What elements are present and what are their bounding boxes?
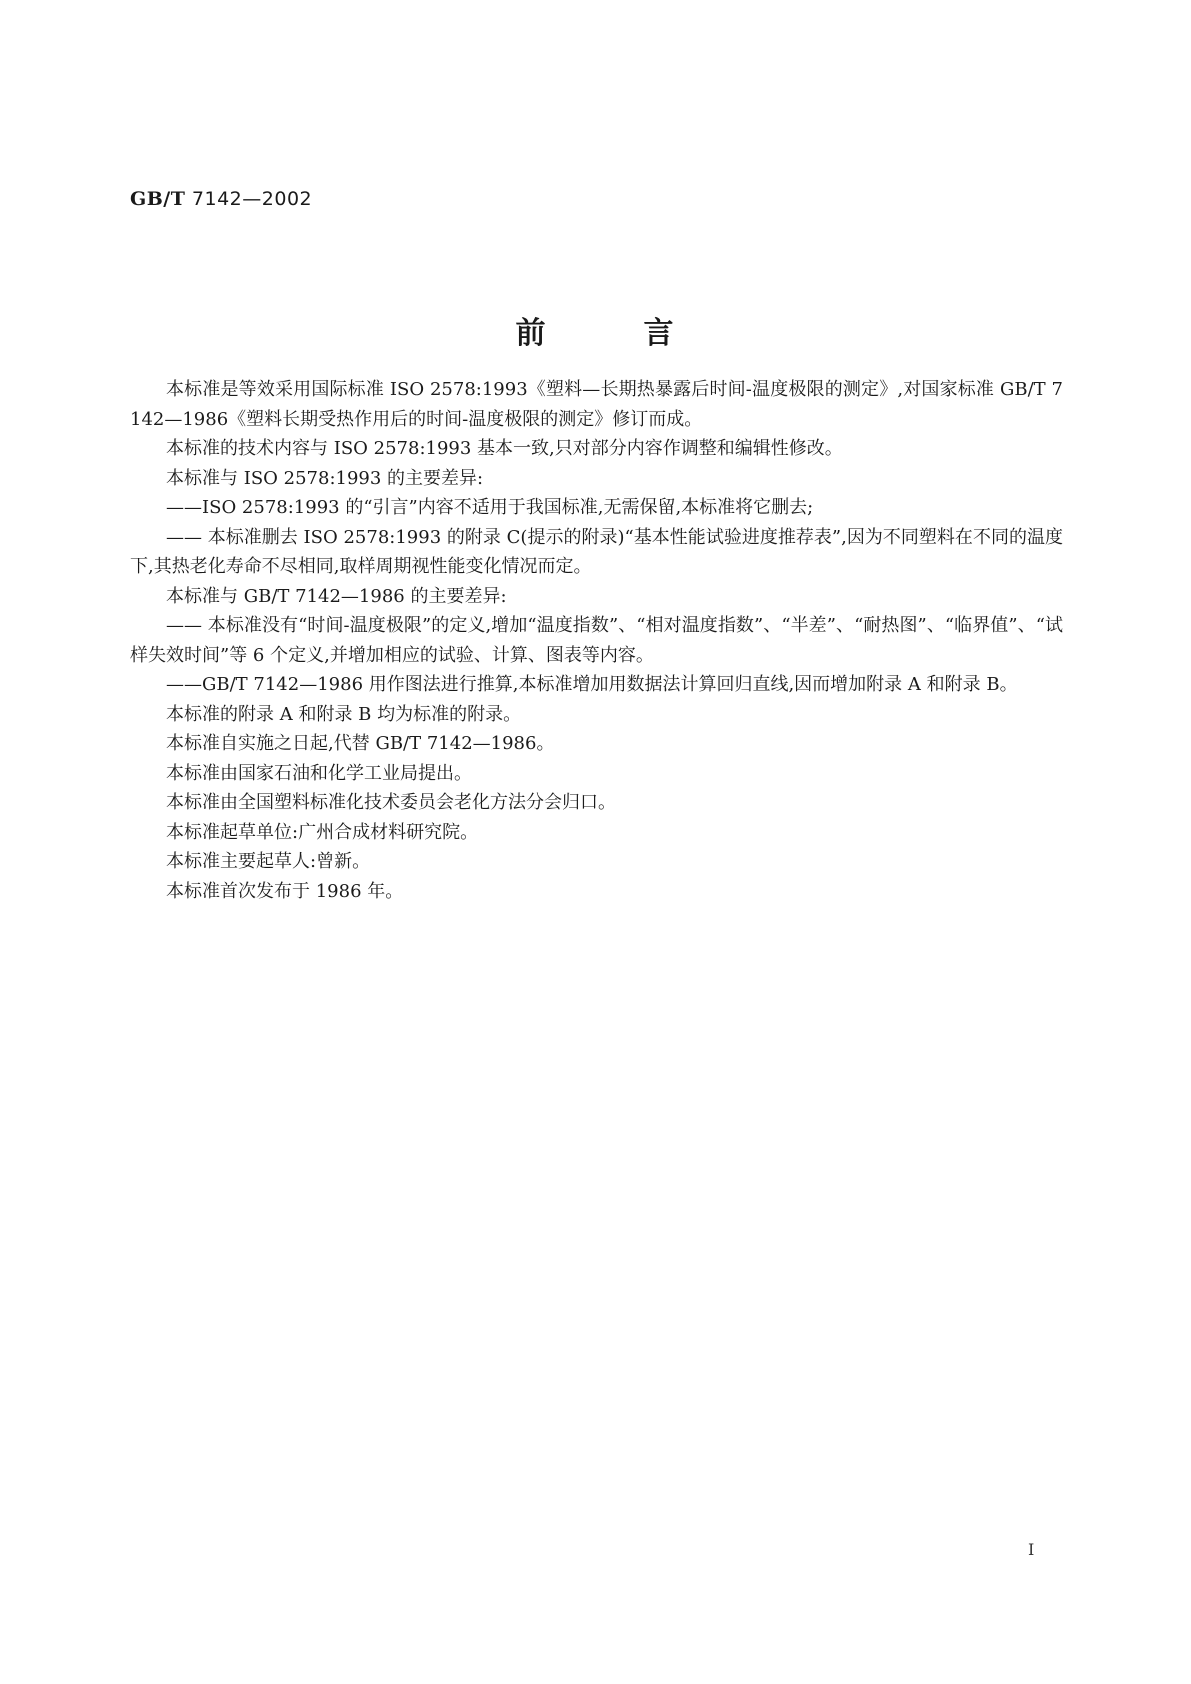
paragraph: 本标准与 ISO 2578:1993 的主要差异: bbox=[166, 467, 484, 489]
paragraph: —— 本标准删去 ISO 2578:1993 的附录 C(提示的附录)“基本性能试验进度推荐表”,因为不同塑料在不同的温度下,其热老化寿命不尽相同,取样周期视性能变化情况而定。 bbox=[130, 526, 1063, 577]
standard-prefix: GB/T bbox=[130, 188, 186, 210]
standard-code bbox=[130, 188, 312, 210]
foreword-body bbox=[130, 375, 1063, 906]
paragraph: 本标准起草单位:广州合成材料研究院。 bbox=[166, 821, 479, 843]
title-char-1: 前 bbox=[515, 316, 548, 351]
standard-number: 7142—2002 bbox=[191, 188, 313, 210]
page-number: I bbox=[1028, 1540, 1035, 1559]
paragraph: 本标准与 GB/T 7142—1986 的主要差异: bbox=[166, 585, 507, 607]
page-title bbox=[0, 308, 1191, 352]
paragraph: 本标准由国家石油和化学工业局提出。 bbox=[166, 762, 472, 784]
title-char-2: 言 bbox=[643, 316, 676, 351]
paragraph: 本标准首次发布于 1986 年。 bbox=[166, 880, 404, 902]
paragraph: 本标准自实施之日起,代替 GB/T 7142—1986。 bbox=[166, 733, 555, 754]
paragraph: ——GB/T 7142—1986 用作图法进行推算,本标准增加用数据法计算回归直线,因而增加附录 A 和附录 B。 bbox=[166, 674, 1018, 695]
paragraph: —— 本标准没有“时间-温度极限”的定义,增加“温度指数”、“相对温度指数”、“半差”、“耐热图”、“临界值”、“试样失效时间”等 6 个定义,并增加相应的试验、计算、图表等内容。 bbox=[130, 615, 1063, 666]
paragraph: 本标准的技术内容与 ISO 2578:1993 基本一致,只对部分内容作调整和编辑性修改。 bbox=[166, 438, 843, 459]
paragraph: 本标准由全国塑料标准化技术委员会老化方法分会归口。 bbox=[166, 792, 616, 813]
paragraph: 本标准是等效采用国际标准 ISO 2578:1993《塑料—长期热暴露后时间-温度极限的测定》,对国家标准 GB/T 7142—1986《塑料长期受热作用后的时间-温度极限的测定》修订而成。 bbox=[130, 379, 1063, 430]
paragraph: 本标准主要起草人:曾新。 bbox=[166, 851, 371, 872]
paragraph: 本标准的附录 A 和附录 B 均为标准的附录。 bbox=[166, 703, 522, 725]
paragraph: ——ISO 2578:1993 的“引言”内容不适用于我国标准,无需保留,本标准将它删去; bbox=[166, 497, 814, 518]
